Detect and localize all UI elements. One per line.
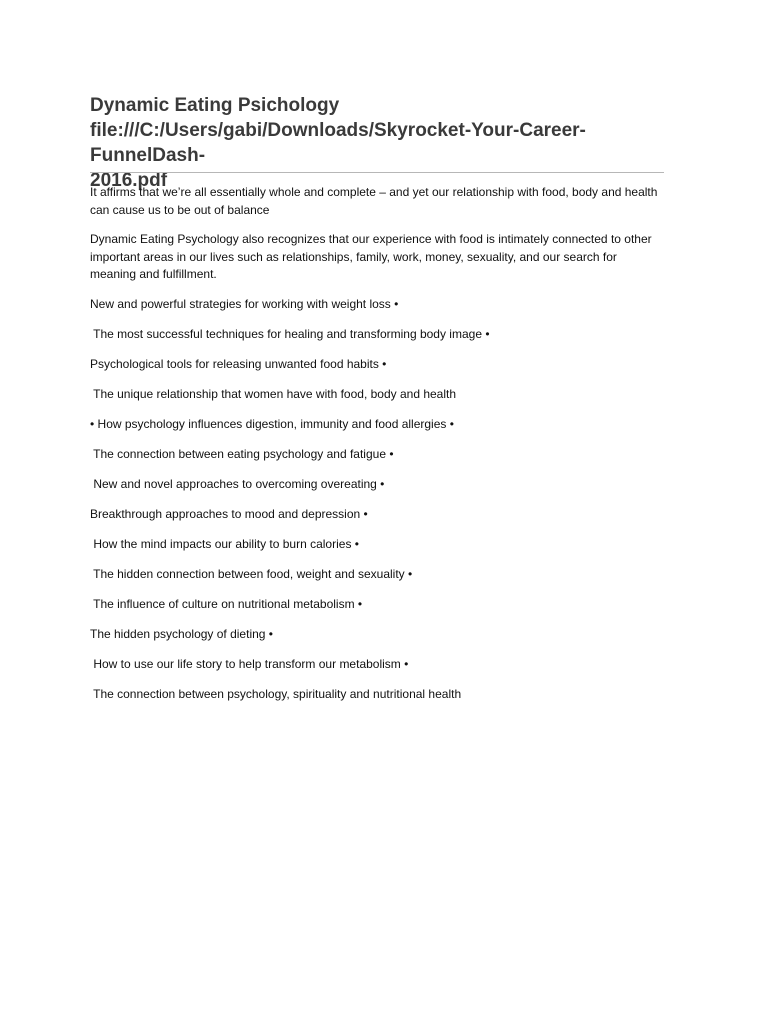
paragraph-intro: It affirms that we’re all essentially whole and complete – and yet our relationship with food, body and health can cause us to be out of balance <box>90 185 658 217</box>
document-title <box>90 93 664 193</box>
document-page <box>90 0 664 1024</box>
list-item: The connection between psychology, spirituality and nutritional health <box>90 686 462 701</box>
list-item: The connection between eating psychology and fatigue • <box>90 446 394 461</box>
list-item: New and powerful strategies for working with weight loss • <box>90 296 399 311</box>
list-item: New and novel approaches to overcoming overeating • <box>90 476 385 491</box>
paragraph-recognizes: Dynamic Eating Psychology also recognizes that our experience with food is intimately connected to other important areas in our lives such as relationships, family, work, money, sexuality, and our search for meaning and fulfillment. <box>90 232 652 281</box>
list-item: Psychological tools for releasing unwanted food habits • <box>90 356 387 371</box>
list-item: The most successful techniques for healing and transforming body image • <box>90 326 490 341</box>
list-item: The unique relationship that women have with food, body and health <box>90 386 457 401</box>
list-item: The influence of culture on nutritional metabolism • <box>90 596 363 611</box>
list-item: • How psychology influences digestion, immunity and food allergies • <box>90 416 454 431</box>
title-line-3: 2016.pdf <box>90 170 168 191</box>
list-item: How to use our life story to help transform our metabolism • <box>90 656 409 671</box>
list-item: The hidden psychology of dieting • <box>90 626 273 641</box>
list-item: The hidden connection between food, weight and sexuality • <box>90 566 413 581</box>
title-line-2: file:///C:/Users/gabi/Downloads/Skyrocket-Your-Career-FunnelDash- <box>90 120 586 166</box>
list-item: Breakthrough approaches to mood and depression • <box>90 506 368 521</box>
title-line-1: Dynamic Eating Psichology <box>90 95 340 116</box>
document-body <box>90 184 664 716</box>
title-divider <box>90 172 664 173</box>
list-item: How the mind impacts our ability to burn calories • <box>90 536 359 551</box>
